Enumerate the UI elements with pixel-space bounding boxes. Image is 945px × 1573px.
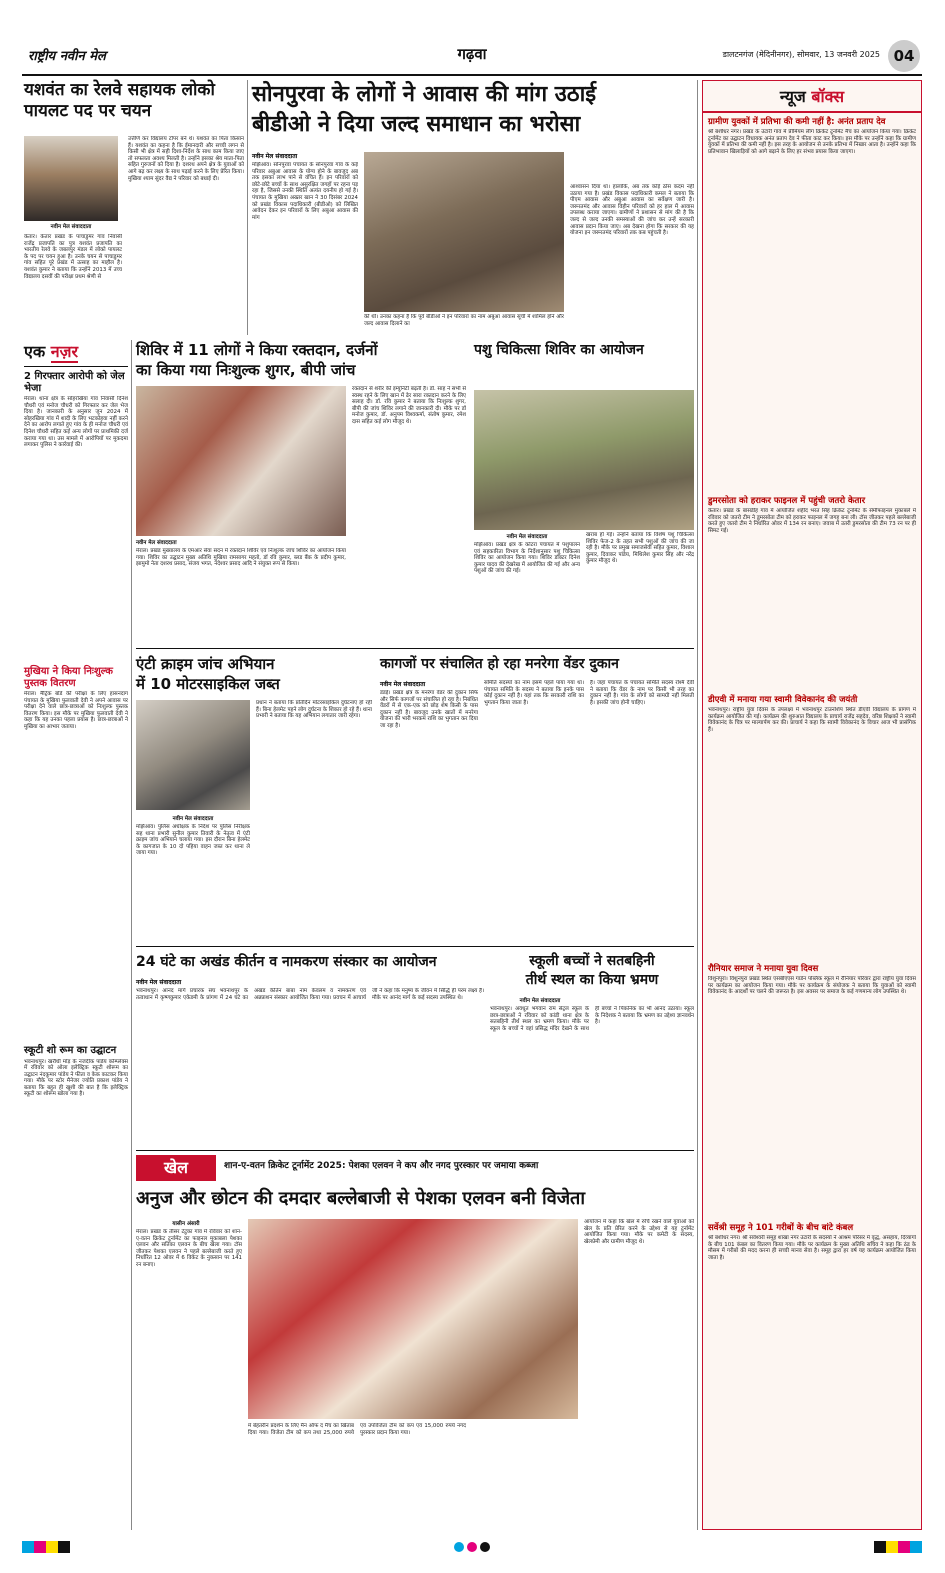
blood-camp-body-b: रक्तदान से शरीर की इम्युनिटी बढ़ती है। डॉ. साह ने सभी से स्वस्थ रहने के लिए खान में ढेर सारा रक्तदान करने के लिए सलाह दी। डॉ. रवि कुमार ने बताया कि निःशुल्क शुगर, बीपी की जांच शिविर लगाने की जानकारी दी। मौके पर डॉ मनोज कुमार, डॉ. अनुपम विश्वकर्मा, संतोष कुमार, रमेश दास सहित कई लोग मौजूद थे। (352, 386, 466, 425)
news-box-item (703, 113, 921, 492)
ek-nazar-item-title: 2 गिरफ्तार आरोपी को जेल भेजा (24, 371, 125, 394)
nazar-label: नज़र (50, 342, 79, 361)
portrait-caption: नवीन मेल संवाददाता (50, 224, 92, 230)
news-box-title-2: बॉक्स (811, 87, 845, 106)
news-box-item-body: भवनाथपुर। राष्ट्रीय युवा दिवस के उपलक्ष्य में भवनाथपुर टाउनशिप स्थित डीएवी विद्यालय के प्रांगण में कार्यक्रम आयोजित की गई। कार्यक्रम की शुरुआत विद्यालय के प्राचार्य राजेंद्र सहदेव, वरिष्ठ शिक्षकों ने स्वामी विवेकानंद के चित्र पर माल्यार्पण कर की। प्राचार्य ने कहा कि स्वामी विवेकानंद के विचार आज भी प्रासंगिक हैं। (708, 707, 916, 733)
page-number: 04 (888, 40, 920, 72)
blood-camp-photo (136, 386, 346, 536)
kirtan-byline: नवीन मेल संवाददाता (136, 979, 182, 986)
lead-headline-2: बीडीओ ने दिया जल्द समाधान का भरोसा (252, 112, 581, 137)
school-trip-body: भवनाथपुर। अवधूत भगवान राम सेंट्रल स्कूल के छात्र-छात्राओं ने रविवार को कांडी थाना क्षेत्र के सतबहिनी तीर्थ स्थल का भ्रमण किया। मौके पर स्कूल के बच्चों ने वहां प्रसिद्ध मंदिर देखने के साथ ही बच्चों ने पिकनिक का भी आनंद उठाया। स्कूल के निदेशक ने बताया कि भ्रमण का उद्देश्य ज्ञानवर्धन है। (490, 1006, 694, 1032)
news-box-item-body: श्री बंशीधर नगर। श्री सर्वेश्वरी समूह शाखा नगर उंटारी के सदस्यों ने आश्रम परिसर में वृद्ध, असहाय, दिव्यांगों के बीच 101 कंबल का वितरण किया गया। मौके पर कार्यक्रम के मुख्य अतिथि सचिव ने कहा कि ठंड के मौसम में गरीबों की मदद करना ही सच्ची मानव सेवा है। समूह द्वारा हर वर्ष यह कार्यक्रम आयोजित किया जाता है। (708, 1235, 916, 1261)
kirtan-body: भवनाथपुर। आनंद मार्ग प्रचारक संघ भवनाथपुर के तत्वाधान में कृष्णकुमार एकेडमी के प्रांगण में 24 घंटे का अखंड कीर्तन बाबा नाम केवलम व नामकरण एवं अन्नप्राशन संस्कार आयोजित किया गया। प्रवचन में आचार्य जी ने कहा कि मनुष्य के जीवन में सिद्धि ही परम लक्ष्य है। मौके पर आनंद मार्ग के कई सदस्य उपस्थित थे। (136, 988, 484, 1001)
registration-dots (454, 1542, 490, 1552)
sports-body-c: आयोजन में कहा कि खेल में रुचि रखने वाले युवाओं को खेल के प्रति प्रेरित करने के उद्देश्य से यह टूर्नामेंट आयोजित किया गया। मौके पर कमेटी के सदस्य, खेलप्रेमी और ग्रामीण मौजूद थे। (584, 1219, 694, 1245)
news-box-item-title: डीएवी में मनाया गया स्वामी विवेकानंद की जयंती (708, 695, 858, 705)
ek-nazar-item-body: मेराल। थाना क्षेत्र के सोहरखिया गांव निवासी दिनेश चौधरी एवं मनोज चौधरी को गिरफ्तार कर जेल भेज दिया है। जानकारी के अनुसार जून 2024 में सोहरखिया गांव में शादी के लिए भटकोहवा नहीं करने देने का आरोप लगाते हुए गांव के ही मनोज चौधरी एवं दिनेश चौधरी सहित कई अन्य लोगों पर प्राथमिकी दर्ज कराया गया था। उस मामले में आरोपियों पर मुकदमा लगाकर पुलिस ने कार्रवाई की। (24, 396, 128, 449)
news-box-item-body: श्री बंशीधर नगर। प्रखंड के उंटारी गांव में प्रीमियम लीग क्रिकेट टूर्नामेंट मैच का आयोजन किया गया। क्रिकेट टूर्नामेंट का उद्घाटन विधायक अनंत प्रताप देव ने फीता काट कर किया। इस मौके पर उन्होंने कहा कि ग्रामीण युवकों में प्रतिभा की कमी नहीं है। इस तरह के आयोजन से उनके प्रतिभा में निखार आता है। उन्होंने कहा कि प्रतिभावान खिलाड़ियों को आगे बढ़ाने के लिए हर संभव प्रयास किया जाएगा। (708, 129, 916, 155)
news-box-item (703, 960, 921, 1219)
sports-body-b: में बेहतरीन प्रदर्शन के लिए मैन ऑफ द मैच का खिताब दिया गया। विजेता टीम को कप तथा 25,000 रुपये एवं उपविजेता टीम को कप एवं 15,000 रुपये नगद पुरस्कार प्रदान किया गया। (248, 1423, 466, 1436)
footer-color-bar (22, 1540, 922, 1554)
yellow-swatch (46, 1541, 58, 1553)
blood-camp-caption: नवीन मेल संवाददाता (136, 540, 177, 546)
ek-nazar-item (24, 371, 128, 662)
mgnrega-body-c: है। जहां पंचायत के पंचायत समिति सदस्य रश्मि देवी ने बताया कि वेंडर के नाम पर किसी भी तरह का दुकान नहीं है। गांव के लोगों को सामग्री नहीं मिलती है। इसकी जांच होनी चाहिए। (590, 680, 694, 706)
black-swatch (874, 1541, 886, 1553)
section-rule (136, 1150, 694, 1151)
dateline: डालटनगंज (मेदिनीनगर), सोमवार, 13 जनवरी 2025 (722, 50, 880, 59)
lead-col-1: मझिआंव। सोनपुरवा पंचायत के सोनपुरवा गांव के कई परिवार अबुआ आवास के योग्य होने के बावजूद अब तक इसका लाभ पाने से वंचित हैं। इन परिवारों को छोटे-छोटे बच्चों के साथ असुरक्षित जगहों पर रहना पड़ रहा है, जिससे उनकी स्थिति अत्यंत दयनीय हो गई है। पंचायत के मुखिया अख्तर खान ने 30 दिसंबर 2024 को प्रखंड विकास पदाधिकारी (बीडीओ) को लिखित आवेदन देकर इन परिवारों के लिए अबुआ आवास की मांग (252, 162, 358, 221)
lead-col-3: आश्वासन दिया था। हालांकि, अब तक कोई ठोस कदम नहीं उठाया गया है। प्रखंड विकास पदाधिकारी कमल ने बताया कि पीएम आवास और अबुआ आवास का सर्वेक्षण जारी है। जरूरतमंद और आवास विहीन परिवारों को हर हाल में आवास उपलब्ध कराया जाएगा। ग्रामीणों ने प्रशासन से मांग की है कि जल्द से जल्द उनकी समस्याओं की जांच कर उन्हें सरकारी आवास प्रदान किया जाए। अब देखना होगा कि सरकार की यह योजना इन जरूरतमंद परिवारों तक कब पहुंचती है। (570, 184, 694, 237)
magenta-swatch (898, 1541, 910, 1553)
animal-camp-headline: पशु चिकित्सा शिविर का आयोजन (474, 342, 644, 358)
col-divider (131, 340, 132, 1530)
blood-camp-headline-1: शिविर में 11 लोगों ने किया रक्तदान, दर्जनों (136, 341, 378, 359)
ek-nazar-item (24, 666, 128, 1041)
mgnrega-byline: नवीन मेल संवाददाता (380, 681, 426, 688)
col-divider (697, 80, 698, 1530)
news-box (702, 80, 922, 1530)
ek-nazar-item (24, 1045, 128, 1459)
paper-logo: राष्ट्रीय नवीन मेल (28, 49, 106, 64)
news-box-item-body: केतार। प्रखंड के बांसडीह गांव में आयोजित शहीद भरत सिंह क्रिकेट टूर्नामेंट के सेमीफाइनल मुकाबले में रविवार को जतरो टीम ने डुमरसोता टीम को हराकर फाइनल में जगह बना ली। टॉस जीतकर पहले बल्लेबाजी करते हुए जतरो टीम ने निर्धारित ओवर में 134 रन बनाए। जवाब में उतरी डुमरसोता की टीम 73 रन पर ही सिमट गई। (708, 508, 916, 534)
school-trip-byline: नवीन मेल संवाददाता (519, 998, 561, 1004)
lead-story (252, 80, 694, 330)
anti-crime-caption: नवीन मेल संवाददाता (172, 816, 214, 822)
ek-nazar-label (24, 340, 128, 362)
color-swatch-row (874, 1541, 922, 1553)
news-box-item (703, 1219, 921, 1488)
news-box-title-1: न्यूज (779, 87, 806, 106)
mgnrega-story (380, 654, 694, 942)
cyan-swatch (22, 1541, 34, 1553)
news-box-item (703, 492, 921, 691)
section-rule (136, 648, 694, 649)
lead-headline-1: सोनपुरवा के लोगों ने आवास की मांग उठाई (252, 82, 597, 107)
news-box-item-title: सर्वेश्री समूह ने 101 गरीबों के बीच बांटे कंबल (708, 1223, 854, 1233)
magenta-dot (467, 1542, 477, 1552)
cyan-swatch (910, 1541, 922, 1553)
news-box-header (703, 81, 921, 113)
kirtan-headline: 24 घंटे का अखंड कीर्तन व नामकरण संस्कार का आयोजन (136, 954, 437, 970)
news-box-item-title: डुमरसोता को हराकर फाइनल में पहुंची जतरो केतार (708, 496, 866, 506)
news-box-item (703, 691, 921, 960)
section-rule (136, 946, 694, 947)
blood-camp-body-a: मेराल। प्रखंड मुख्यालय के एमआर सेवा सदन में रक्तदान शिविर एवं निःशुल्क जांच शिविर का आयोजन किया गया। शिविर का उद्घाटन मुख्य अतिथि मुखिया रामसागर महतो, डॉ रवि कुमार, ब्लड बैंक के प्रदीप कुमार, झामुमो नेता दशरथ प्रसाद, संजय भगत, नंदेश्वर प्रसाद आदि ने संयुक्त रूप से किया। (136, 548, 346, 568)
lead-col-2: की थी। उनका कहना है कि पूर्व बीडीओ ने इन परिवारों का नाम अबुआ आवास सूची में शामिल होने और जल्द आवास दिलाने का (364, 314, 564, 327)
animal-camp-body-b: खराब हो गई। उन्होंने बताया कि विशेष पशु चिकित्सा शिविर फेज-2 के तहत सभी पशुओं की जांच की जा रही है। मौके पर प्रमुख समाजसेवी सहित कुमार, विशाल कुमार, दिवाकर पांडेय, मिथिलेश कुमार सिंह और नरेंद्र कुमार मौजूद थे। (586, 532, 694, 565)
sports-photo (248, 1219, 578, 1419)
sports-body-a: मेराल। प्रखंड के तीसर टेटुका गांव में रविवार को शान-ए-वतन क्रिकेट टूर्नामेंट का फाइनल मुकाबला पेशका एलवन और सतिका एलवन के बीच खेला गया। टॉस जीतकर पेशका एलवन ने पहले बल्लेबाजी करते हुए निर्धारित 12 ओवर में 6 विकेट के नुकसान पर 141 रन बनाए। (136, 1229, 242, 1268)
black-dot (480, 1542, 490, 1552)
blood-camp-headline-2: का किया गया निःशुल्क शुगर, बीपी जांच (136, 361, 356, 379)
anti-crime-photo (136, 700, 250, 810)
animal-camp-body-a: मझिआंव। प्रखंड क्षेत्र के कोटरा पंचायत में पशुपालन एवं सहकारिता विभाग के निर्देशानुसार पशु चिकित्सा शिविर का आयोजन किया गया। शिविर डॉक्टर दिनेश कुमार यादव की देखरेख में आयोजित की गई और अन्य पशुओं की जांच की गई। (474, 542, 580, 575)
news-box-item-title: रौनियार समाज ने मनाया युवा दिवस (708, 964, 819, 974)
sports-section (136, 1155, 694, 1530)
sports-headline: अनुज और छोटन की दमदार बल्लेबाजी से पेशका एलवन बनी विजेता (136, 1188, 585, 1209)
school-trip-headline-1: स्कूली बच्चों ने सतबहिनी (529, 953, 655, 969)
magenta-swatch (34, 1541, 46, 1553)
ek-nazar-item-body: मेराल। मैट्रिक बोर्ड की परीक्षा के लिए हासनदाग पंचायत के मुखिया फुलवाती देवी ने अपने आवास पर परीक्षा देने वाले छात्र-छात्राओं को निःशुल्क पुस्तक वितरण किया। इस मौके पर मुखिया फुलवाती देवी ने कहा कि यह उनका पहला प्रयास है। छात्र-छात्राओं ने मुखिया का आभार जताया। (24, 691, 128, 730)
masthead (22, 40, 922, 72)
ek-nazar-item-title: मुखिया ने किया निःशुल्क पुस्तक वितरण (24, 666, 113, 689)
sports-kicker: शान-ए-वतन क्रिकेट टूर्नामेंट 2025: पेशका एलवन ने कप और नगद पुरस्कार पर जमाया कब्जा (224, 1161, 539, 1171)
mgnrega-body-b: समिति सदस्यों का नाम इसमें पहले पाया गया था। पंचायत समिति के सदस्य ने बताया कि इनके पास कोई दुकान नहीं है। यहां तक कि सरकारी राशि का भुगतान किया जाता है। (484, 680, 584, 706)
mgnrega-body-a: डंडई। प्रखंड क्षेत्र के मनरेगा वेंडर की दुकान सिर्फ और सिर्फ कागजों पर संचालित हो रहा है। निबंधित वेंडरों में से एक-एक को छोड़ शेष किसी के पास दुकान नहीं है। बावजूद उनके खातों में मनरेगा योजना की भारी भरकम राशि का भुगतान कर दिया जा रहा है। (380, 690, 478, 729)
section-title: गढ़वा (457, 45, 487, 63)
sports-byline: यासीन अंसारी (172, 1221, 200, 1227)
school-trip-headline-2: तीर्थ स्थल का किया भ्रमण (525, 972, 659, 988)
ek-nazar (24, 340, 128, 1530)
anti-crime-headline-2: में 10 मोटरसाइकिल जब्त (136, 675, 280, 693)
ek-nazar-item-body: भवनाथपुर। खरौंधी मोड़ के नजदीक पांडेय कॉम्प्लेक्स में रविवार को ओला इलेक्ट्रिक स्कूटी शोरूम का उद्घाटन नंदकुमार पांडेय ने फीता व केक काटकर किया गया। मौके पर स्टोर मैनेजर ज्योति प्रकाश पांडेय ने बताया कि बहुत ही खुशी की बात है कि इलेक्ट्रिक स्कूटी का शोरूम खोला गया है। (24, 1058, 128, 1098)
portrait-photo (24, 136, 118, 221)
kirtan-story (136, 952, 484, 1148)
ek-label: एक (24, 342, 46, 361)
anti-crime-body-b: प्रधान ने बताया कि प्रतिदिन मोटरसाइकिल दुर्घटनाएं हो रही हैं। बिना हेलमेट पहने लोग दुर्घटना के शिकार हो रहे हैं। थाना प्रभारी ने बताया कि यह अभियान लगातार जारी रहेगा। (256, 700, 372, 720)
col-divider (247, 80, 248, 335)
news-box-item-body: विशुनपुरा। विशुनपुरा प्रखंड स्थित एसबीएएस गार्डन पब्लिक स्कूल में रौनियार परिवार द्वारा राष्ट्रीय युवा दिवस पर कार्यक्रम का आयोजन किया गया। मौके पर कार्यक्रम के संयोजक ने बताया कि युवाओं को स्वामी विवेकानंद के आदर्शों पर चलने की जरूरत है। इस अवसर पर समाज के कई गणमान्य लोग उपस्थित थे। (708, 976, 916, 996)
yellow-swatch (886, 1541, 898, 1553)
anti-crime-headline-1: एंटी क्राइम जांच अभियान (136, 655, 275, 673)
news-box-item-title: ग्रामीण युवकों में प्रतिभा की कमी नहीं है: अनंत प्रताप देव (708, 117, 886, 127)
ek-nazar-item-title: स्कूटी शो रूम का उद्घाटन (24, 1045, 117, 1056)
mgnrega-headline: कागजों पर संचालित हो रहा मनरेगा वेंडर दुकान (380, 656, 619, 672)
left-story-body-a: केतार। केतार प्रखंड के पाचाडुमर गांव निवासी राजेंद्र प्रजापति का पुत्र यशवंत प्रजापति का भारतीय रेलवे के जबलपुर मंडल में लोको पायलट के पद पर चयन हुआ है। उनके चयन से पाचाडुमर गांव सहित पूरे प्रखंड में उत्साह का माहौल है। यशवंत कुमार ने बताया कि उन्होंने 2013 में उच्च विद्यालय दसवीं की परीक्षा प्रथम श्रेणी से (24, 234, 122, 280)
animal-camp-byline: नवीन मेल संवाददाता (506, 534, 548, 540)
left-story (24, 80, 244, 330)
masthead-rule (22, 74, 922, 76)
lead-photo (364, 152, 564, 312)
blood-camp-story (136, 340, 466, 645)
anti-crime-story (136, 654, 372, 942)
color-swatch-row (22, 1541, 70, 1553)
left-story-headline: यशवंत का रेलवे सहायक लोको पायलट पद पर चयन (24, 80, 215, 121)
left-story-body-b: उत्तीर्ण कर विद्यालय टॉपर बने थे। यशवंत का पिता किसान हैं। यशवंत का कहना है कि ईमानदारी और सच्ची लगन से किसी भी क्षेत्र में सही दिशा-निर्देश के साथ काम किया जाए तो सफलता अवश्य मिलती है। उन्होंने इसका श्रेय माता-पिता सहित गुरुजनों को दिया है। दशरथ अपने क्षेत्र के युवाओं को आगे बढ़ कर लक्ष्य के साथ पढ़ाई करने के लिए प्रेरित किया। मुखिया श्याम सुंदर वैद्य ने परिवार को बधाई दी। (128, 136, 244, 182)
cyan-dot (454, 1542, 464, 1552)
sports-label: खेल (136, 1155, 216, 1181)
anti-crime-body-a: मझिआंव। पुलिस अधीक्षक के निर्देश पर पुलिस निरीक्षक सह थाना प्रभारी सुनील कुमार तिवारी के नेतृत्व में एंटी क्राइम जांच अभियान चलाया गया। इस दौरान बिना हेलमेट के कागजात के 10 दो पहिया वाहन जब्त कर थाना ले जाया गया। (136, 824, 250, 857)
ek-nazar-rule (24, 366, 128, 367)
black-swatch (58, 1541, 70, 1553)
animal-camp-story (474, 340, 694, 645)
lead-byline: नवीन मेल संवाददाता (252, 153, 298, 160)
school-trip-story (490, 952, 694, 1148)
animal-camp-photo (474, 390, 694, 530)
